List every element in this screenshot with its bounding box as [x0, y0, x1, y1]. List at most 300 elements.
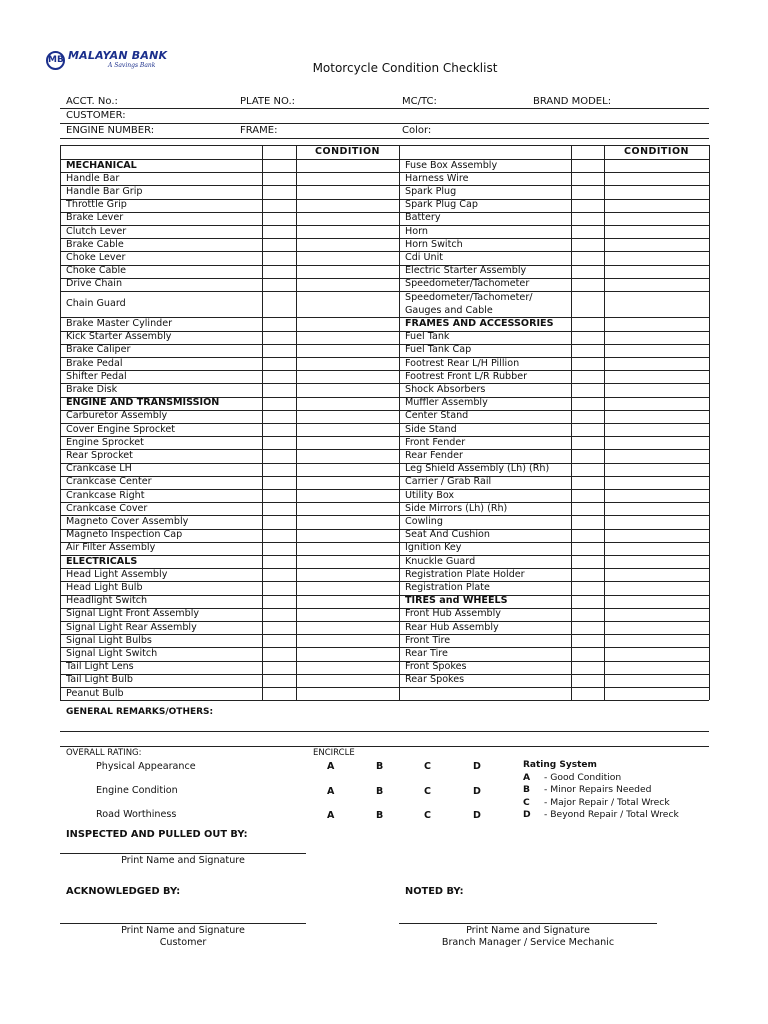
checklist-item: Signal Light Bulbs [66, 635, 152, 646]
rating-legend-description: - Good Condition [544, 772, 622, 783]
encircle-label: ENCIRCLE [313, 748, 355, 758]
condition-cell[interactable] [604, 423, 709, 436]
condition-cell[interactable] [604, 661, 709, 674]
checklist-item: Spark Plug Cap [405, 199, 478, 210]
rating-option[interactable]: B [376, 786, 384, 797]
inspected-signature-line [60, 853, 306, 854]
condition-cell[interactable] [262, 383, 296, 396]
checklist-item: Brake Cable [66, 239, 124, 250]
rating-item-label: Road Worthiness [96, 809, 177, 820]
rating-legend-description: - Minor Repairs Needed [544, 784, 652, 795]
manager-caption: Print Name and Signature [466, 925, 590, 936]
checklist-item: Shifter Pedal [66, 371, 127, 382]
condition-cell[interactable] [571, 397, 604, 410]
condition-cell[interactable] [296, 621, 399, 634]
condition-cell[interactable] [296, 555, 399, 568]
condition-cell[interactable] [262, 687, 296, 700]
page-title: Motorcycle Condition Checklist [312, 61, 498, 75]
checklist-item: Shock Absorbers [405, 384, 486, 395]
condition-cell[interactable] [296, 608, 399, 621]
condition-header-right: CONDITION [624, 146, 689, 157]
condition-cell[interactable] [571, 634, 604, 647]
condition-cell[interactable] [262, 647, 296, 660]
condition-cell[interactable] [296, 647, 399, 660]
condition-cell[interactable] [262, 238, 296, 251]
checklist-item: Front Fender [405, 437, 466, 448]
condition-cell[interactable] [296, 357, 399, 370]
condition-cell[interactable] [604, 251, 709, 264]
checklist-item: Cover Engine Sprocket [66, 424, 176, 435]
condition-cell[interactable] [571, 331, 604, 344]
condition-cell[interactable] [604, 159, 709, 172]
condition-cell[interactable] [571, 185, 604, 198]
checklist-item: Crankcase Cover [66, 503, 148, 514]
condition-cell[interactable] [262, 568, 296, 581]
condition-cell[interactable] [604, 317, 709, 330]
condition-cell[interactable] [296, 410, 399, 423]
condition-cell[interactable] [571, 449, 604, 462]
rating-legend-letter: B [523, 784, 531, 795]
checklist-item: Clutch Lever [66, 226, 127, 237]
condition-cell[interactable] [296, 344, 399, 357]
condition-cell[interactable] [262, 317, 296, 330]
condition-cell[interactable] [604, 397, 709, 410]
checklist-item: Signal Light Rear Assembly [66, 622, 197, 633]
condition-cell[interactable] [604, 436, 709, 449]
condition-cell[interactable] [296, 172, 399, 185]
checklist-item: Rear Tire [405, 648, 448, 659]
condition-cell[interactable] [262, 555, 296, 568]
condition-cell[interactable] [571, 674, 604, 687]
condition-cell[interactable] [262, 291, 296, 317]
checklist-item: Handle Bar [66, 173, 120, 184]
checklist-item: Footrest Front L/R Rubber [405, 371, 528, 382]
checklist-item: Crankcase LH [66, 463, 132, 474]
condition-cell[interactable] [571, 581, 604, 594]
condition-cell[interactable] [604, 331, 709, 344]
checklist-item: Front Spokes [405, 661, 467, 672]
condition-cell[interactable] [604, 410, 709, 423]
condition-cell[interactable] [571, 265, 604, 278]
condition-cell[interactable] [296, 502, 399, 515]
condition-cell[interactable] [604, 172, 709, 185]
condition-cell[interactable] [262, 159, 296, 172]
condition-cell[interactable] [296, 436, 399, 449]
checklist-item: Drive Chain [66, 278, 123, 289]
condition-cell[interactable] [296, 397, 399, 410]
checklist-item: Rear Hub Assembly [405, 622, 499, 633]
checklist-item: Throttle Grip [66, 199, 127, 210]
condition-header-left: CONDITION [315, 146, 380, 157]
rating-option[interactable]: B [376, 810, 384, 821]
condition-cell[interactable] [604, 674, 709, 687]
condition-cell[interactable] [296, 383, 399, 396]
checklist-item: Signal Light Switch [66, 648, 158, 659]
condition-cell[interactable] [296, 265, 399, 278]
condition-cell[interactable] [571, 172, 604, 185]
condition-cell[interactable] [571, 555, 604, 568]
checklist-item: Cowling [405, 516, 443, 527]
condition-cell[interactable] [604, 555, 709, 568]
condition-cell[interactable] [262, 476, 296, 489]
checklist-item: Utility Box [405, 490, 455, 501]
condition-cell[interactable] [296, 251, 399, 264]
condition-cell[interactable] [262, 529, 296, 542]
condition-cell[interactable] [296, 278, 399, 291]
condition-cell[interactable] [296, 542, 399, 555]
condition-cell[interactable] [571, 344, 604, 357]
rating-option[interactable]: C [424, 761, 431, 772]
condition-cell[interactable] [571, 159, 604, 172]
rating-legend-letter: C [523, 797, 530, 808]
condition-cell[interactable] [604, 687, 709, 700]
condition-cell[interactable] [262, 581, 296, 594]
checklist-item: Handle Bar Grip [66, 186, 143, 197]
plate-no-label: PLATE NO.: [240, 96, 295, 107]
condition-cell[interactable] [604, 621, 709, 634]
condition-cell[interactable] [296, 489, 399, 502]
condition-cell[interactable] [296, 423, 399, 436]
checklist-item: Harness Wire [405, 173, 469, 184]
checklist-item: Seat And Cushion [405, 529, 490, 540]
general-remarks-label: GENERAL REMARKS/OTHERS: [66, 707, 214, 717]
checklist-item: Magneto Inspection Cap [66, 529, 183, 540]
condition-cell[interactable] [604, 529, 709, 542]
rating-item-label: Engine Condition [96, 785, 178, 796]
condition-cell[interactable] [571, 199, 604, 212]
condition-cell[interactable] [571, 383, 604, 396]
checklist-item: Side Mirrors (Lh) (Rh) [405, 503, 508, 514]
condition-cell[interactable] [604, 476, 709, 489]
condition-cell[interactable] [604, 370, 709, 383]
frame-label: FRAME: [240, 125, 278, 136]
condition-cell[interactable] [571, 410, 604, 423]
checklist-item: Chain Guard [66, 298, 126, 309]
table-row-line [60, 700, 709, 701]
section-heading: ENGINE AND TRANSMISSION [66, 397, 220, 408]
checklist-item: Tail Light Bulb [66, 674, 133, 685]
color-label: Color: [402, 125, 432, 136]
condition-cell[interactable] [604, 225, 709, 238]
checklist-item: Brake Caliper [66, 344, 131, 355]
checklist-item: Tail Light Lens [66, 661, 134, 672]
checklist-item: Side Stand [405, 424, 457, 435]
rating-option[interactable]: D [473, 761, 481, 772]
condition-cell[interactable] [604, 357, 709, 370]
condition-cell[interactable] [604, 199, 709, 212]
condition-cell[interactable] [571, 423, 604, 436]
checklist-item: Brake Master Cylinder [66, 318, 173, 329]
customer-label: CUSTOMER: [66, 110, 126, 121]
checklist-item: Registration Plate Holder [405, 569, 525, 580]
condition-cell[interactable] [262, 185, 296, 198]
condition-cell[interactable] [571, 595, 604, 608]
rating-option[interactable]: C [424, 810, 431, 821]
condition-cell[interactable] [262, 172, 296, 185]
condition-cell[interactable] [296, 449, 399, 462]
condition-cell[interactable] [571, 476, 604, 489]
checklist-item: Rear Spokes [405, 674, 465, 685]
condition-cell[interactable] [262, 515, 296, 528]
table-column-line [709, 145, 710, 700]
condition-cell[interactable] [296, 661, 399, 674]
checklist-item: Battery [405, 212, 441, 223]
condition-cell[interactable] [571, 621, 604, 634]
condition-cell[interactable] [604, 489, 709, 502]
condition-cell[interactable] [296, 674, 399, 687]
condition-cell[interactable] [571, 278, 604, 291]
rating-option[interactable]: A [327, 761, 335, 772]
condition-cell[interactable] [571, 291, 604, 317]
remarks-line-1 [60, 731, 709, 732]
checklist-item: Head Light Bulb [66, 582, 143, 593]
condition-cell[interactable] [571, 317, 604, 330]
condition-cell[interactable] [604, 238, 709, 251]
condition-cell[interactable] [262, 370, 296, 383]
rating-option[interactable]: C [424, 786, 431, 797]
checklist-item: Crankcase Center [66, 476, 152, 487]
condition-cell[interactable] [262, 278, 296, 291]
condition-cell[interactable] [571, 251, 604, 264]
condition-cell[interactable] [604, 344, 709, 357]
condition-cell[interactable] [571, 647, 604, 660]
condition-cell[interactable] [604, 515, 709, 528]
checklist-item: Carrier / Grab Rail [405, 476, 492, 487]
condition-cell[interactable] [571, 436, 604, 449]
condition-cell[interactable] [604, 449, 709, 462]
condition-cell[interactable] [262, 251, 296, 264]
checklist-item-continued: Gauges and Cable [405, 305, 493, 316]
acct-no-label: ACCT. No.: [66, 96, 118, 107]
condition-cell[interactable] [604, 581, 709, 594]
brand-model-label: BRAND MODEL: [533, 96, 612, 107]
checklist-item: Leg Shield Assembly (Lh) (Rh) [405, 463, 550, 474]
checklist-item: Registration Plate [405, 582, 490, 593]
condition-cell[interactable] [571, 502, 604, 515]
condition-cell[interactable] [296, 463, 399, 476]
condition-cell[interactable] [262, 344, 296, 357]
condition-cell[interactable] [604, 595, 709, 608]
condition-cell[interactable] [571, 608, 604, 621]
condition-cell[interactable] [604, 502, 709, 515]
checklist-item: Fuel Tank [405, 331, 450, 342]
condition-cell[interactable] [262, 423, 296, 436]
checklist-item: Rear Fender [405, 450, 463, 461]
checklist-item: Kick Starter Assembly [66, 331, 172, 342]
condition-cell[interactable] [296, 225, 399, 238]
noted-by-label: NOTED BY: [405, 886, 464, 897]
condition-cell[interactable] [571, 687, 604, 700]
customer-signature-line [60, 923, 306, 924]
checklist-item: Fuel Tank Cap [405, 344, 472, 355]
remarks-line-2 [60, 746, 709, 747]
checklist-item: Electric Starter Assembly [405, 265, 527, 276]
checklist-item: Fuse Box Assembly [405, 160, 498, 171]
checklist-item: Choke Lever [66, 252, 126, 263]
condition-cell[interactable] [262, 449, 296, 462]
checklist-item: Knuckle Guard [405, 556, 476, 567]
condition-cell[interactable] [262, 357, 296, 370]
condition-cell[interactable] [296, 331, 399, 344]
checklist-item: Horn Switch [405, 239, 463, 250]
checklist-item: Head Light Assembly [66, 569, 168, 580]
condition-cell[interactable] [296, 529, 399, 542]
checklist-item: Speedometer/Tachometer/ [405, 292, 533, 303]
condition-cell[interactable] [604, 608, 709, 621]
condition-cell[interactable] [604, 463, 709, 476]
checklist-item: Signal Light Front Assembly [66, 608, 200, 619]
condition-cell[interactable] [262, 225, 296, 238]
table-column-line [60, 145, 61, 700]
condition-cell[interactable] [571, 515, 604, 528]
checklist-item: Ignition Key [405, 542, 462, 553]
table-column-line [399, 145, 400, 700]
condition-cell[interactable] [296, 185, 399, 198]
acknowledged-by-label: ACKNOWLEDGED BY: [66, 886, 181, 897]
condition-cell[interactable] [571, 529, 604, 542]
condition-cell[interactable] [262, 463, 296, 476]
condition-cell[interactable] [604, 634, 709, 647]
checklist-item: Peanut Bulb [66, 688, 124, 699]
logo-name: MALAYAN BANK [68, 49, 168, 62]
condition-cell[interactable] [604, 383, 709, 396]
checklist-item: Front Tire [405, 635, 451, 646]
condition-cell[interactable] [262, 265, 296, 278]
condition-cell[interactable] [262, 502, 296, 515]
customer-caption: Print Name and Signature [121, 925, 245, 936]
rating-item-label: Physical Appearance [96, 761, 196, 772]
condition-cell[interactable] [296, 581, 399, 594]
manager-signature-line [399, 923, 657, 924]
condition-cell[interactable] [571, 357, 604, 370]
condition-cell[interactable] [296, 634, 399, 647]
engine-number-label: ENGINE NUMBER: [66, 125, 155, 136]
customer-sub-caption: Customer [159, 937, 207, 948]
condition-cell[interactable] [571, 661, 604, 674]
condition-cell[interactable] [262, 634, 296, 647]
condition-cell[interactable] [604, 278, 709, 291]
condition-cell[interactable] [262, 674, 296, 687]
condition-cell[interactable] [604, 568, 709, 581]
checklist-item: Rear Sprocket [66, 450, 133, 461]
rating-system-title: Rating System [523, 760, 597, 770]
checklist-item: Footrest Rear L/H Pillion [405, 358, 520, 369]
checklist-item: Crankcase Right [66, 490, 145, 501]
condition-cell[interactable] [296, 291, 399, 317]
condition-cell[interactable] [296, 370, 399, 383]
checklist-item: Cdi Unit [405, 252, 444, 263]
condition-cell[interactable] [604, 647, 709, 660]
section-heading: FRAMES AND ACCESSORIES [405, 318, 554, 329]
section-heading: TIRES and WHEELS [405, 595, 508, 606]
condition-cell[interactable] [296, 515, 399, 528]
condition-cell[interactable] [604, 542, 709, 555]
condition-cell[interactable] [262, 331, 296, 344]
condition-cell[interactable] [296, 212, 399, 225]
section-heading: ELECTRICALS [66, 556, 138, 567]
condition-cell[interactable] [571, 212, 604, 225]
checklist-item: Choke Cable [66, 265, 127, 276]
checklist-item: Air Filter Assembly [66, 542, 156, 553]
rating-option[interactable]: A [327, 810, 335, 821]
rating-option[interactable]: D [473, 786, 481, 797]
condition-cell[interactable] [296, 317, 399, 330]
rating-legend-letter: A [523, 772, 531, 783]
checklist-item: Brake Lever [66, 212, 124, 223]
rating-legend-description: - Major Repair / Total Wreck [544, 797, 670, 808]
checklist-item: Brake Disk [66, 384, 118, 395]
condition-cell[interactable] [604, 265, 709, 278]
checklist-item: Carburetor Assembly [66, 410, 168, 421]
manager-sub-caption: Branch Manager / Service Mechanic [441, 937, 615, 948]
condition-cell[interactable] [296, 476, 399, 489]
condition-cell[interactable] [262, 595, 296, 608]
condition-cell[interactable] [262, 212, 296, 225]
condition-cell[interactable] [571, 463, 604, 476]
checklist-item: Engine Sprocket [66, 437, 144, 448]
checklist-item: Headlight Switch [66, 595, 148, 606]
checklist-item: Speedometer/Tachometer [405, 278, 530, 289]
overall-rating-label: OVERALL RATING: [66, 748, 142, 758]
condition-cell[interactable] [296, 199, 399, 212]
rating-legend-description: - Beyond Repair / Total Wreck [544, 809, 679, 820]
condition-cell[interactable] [604, 185, 709, 198]
mc-tc-label: MC/TC: [402, 96, 437, 107]
condition-cell[interactable] [604, 212, 709, 225]
condition-cell[interactable] [571, 225, 604, 238]
checklist-item: Brake Pedal [66, 358, 123, 369]
condition-cell[interactable] [262, 397, 296, 410]
section-heading: MECHANICAL [66, 160, 137, 171]
condition-cell[interactable] [296, 568, 399, 581]
checklist-item: Front Hub Assembly [405, 608, 501, 619]
rating-legend-letter: D [523, 809, 531, 820]
inspected-caption: Print Name and Signature [121, 855, 245, 866]
rating-option[interactable]: A [327, 786, 335, 797]
condition-cell[interactable] [262, 608, 296, 621]
inspected-by-label: INSPECTED AND PULLED OUT BY: [66, 829, 248, 840]
checklist-item: Horn [405, 226, 428, 237]
logo-tagline: A Savings Bank [108, 62, 156, 69]
condition-cell[interactable] [296, 687, 399, 700]
checklist-item: Spark Plug [405, 186, 457, 197]
condition-cell[interactable] [262, 436, 296, 449]
condition-cell[interactable] [262, 410, 296, 423]
condition-cell[interactable] [296, 238, 399, 251]
condition-cell[interactable] [604, 291, 709, 317]
condition-cell[interactable] [262, 621, 296, 634]
condition-cell[interactable] [296, 159, 399, 172]
logo-mark: MB [46, 51, 65, 70]
header-line-3 [60, 138, 709, 139]
condition-cell[interactable] [262, 489, 296, 502]
condition-cell[interactable] [571, 489, 604, 502]
condition-cell[interactable] [571, 370, 604, 383]
checklist-item: Muffler Assembly [405, 397, 488, 408]
condition-cell[interactable] [571, 568, 604, 581]
checklist-item: Center Stand [405, 410, 469, 421]
condition-cell[interactable] [262, 661, 296, 674]
rating-option[interactable]: B [376, 761, 384, 772]
condition-cell[interactable] [262, 199, 296, 212]
header-line-1 [60, 108, 709, 109]
condition-cell[interactable] [571, 238, 604, 251]
rating-option[interactable]: D [473, 810, 481, 821]
condition-cell[interactable] [262, 542, 296, 555]
condition-cell[interactable] [571, 542, 604, 555]
header-line-2 [60, 123, 709, 124]
condition-cell[interactable] [296, 595, 399, 608]
